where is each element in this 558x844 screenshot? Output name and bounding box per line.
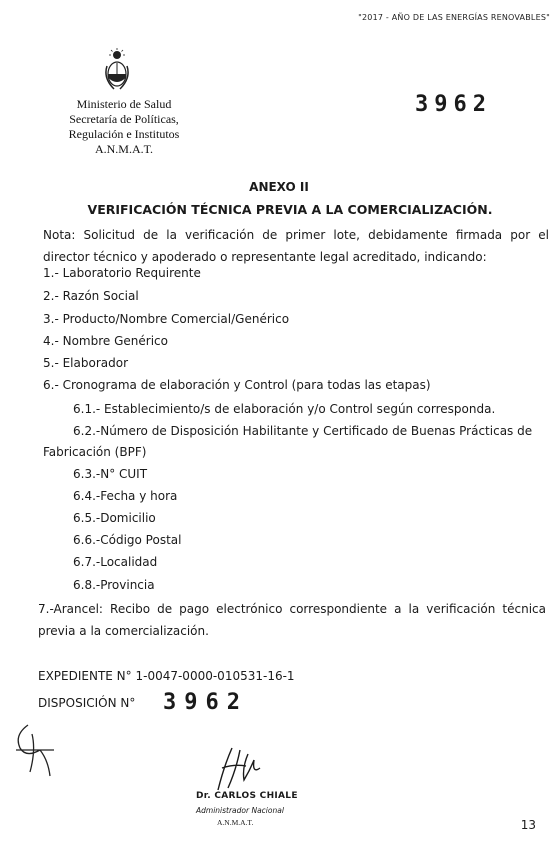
arancel-paragraph: 7.-Arancel: Recibo de pago electrónico correspondiente a la verificación técnica previa a la comercialización. (38, 602, 546, 638)
ministry-header (62, 97, 186, 157)
signer-role: Administrador Nacional (196, 806, 284, 815)
signer-name: Dr. CARLOS CHIALE (196, 791, 298, 801)
ministry-line: A.N.M.A.T. (94, 142, 154, 156)
list-item: 3.- Producto/Nombre Comercial/Genérico (43, 312, 290, 326)
year-motto: "2017 - AÑO DE LAS ENERGÍAS RENOVABLES" (358, 13, 550, 22)
page-number: 13 (520, 818, 536, 832)
ministry-line: Secretaría de Políticas, (69, 112, 179, 126)
sub-list-item: 6.4.-Fecha y hora (73, 489, 178, 503)
disposition-stamp-top: 3962 (415, 92, 492, 117)
annex-title: ANEXO II (249, 180, 309, 194)
signer-organization: A.N.M.A.T. (217, 818, 254, 827)
list-item: 2.- Razón Social (43, 289, 139, 303)
list-item: 6.- Cronograma de elaboración y Control (para todas las etapas) (43, 378, 431, 392)
sub-list-item: 6.7.-Localidad (73, 555, 158, 569)
expediente-number: EXPEDIENTE N° 1-0047-0000-010531-16-1 (38, 669, 295, 683)
ministry-line: Regulación e Institutos (68, 127, 180, 141)
sub-list-item: 6.2.-Número de Disposición Habilitante y Certificado de Buenas Prácticas de (73, 424, 533, 438)
document-title: VERIFICACIÓN TÉCNICA PREVIA A LA COMERCIALIZACIÓN. (87, 202, 493, 217)
list-item: 4.- Nombre Genérico (43, 334, 168, 348)
list-item: 1.- Laboratorio Requirente (43, 266, 201, 280)
handwritten-initial-mark (10, 720, 60, 780)
sub-list-item: 6.1.- Establecimiento/s de elaboración y/o Control según corresponda. (73, 402, 496, 416)
sub-list-item: 6.8.-Provincia (73, 578, 155, 592)
list-item: 5.- Elaborador (43, 356, 129, 370)
handwritten-signature (210, 746, 270, 796)
sub-list-item: 6.6.-Código Postal (73, 533, 182, 547)
disposicion-label: DISPOSICIÓN N° (38, 696, 136, 710)
sub-list-item-continuation: Fabricación (BPF) (43, 445, 147, 459)
argentina-coat-of-arms-icon (104, 48, 130, 92)
disposition-stamp-bottom: 3962 (163, 690, 248, 715)
note-paragraph: Nota: Solicitud de la verificación de primer lote, debidamente firmada por el director técnico y apoderado o representante legal acreditado, indicando: (43, 228, 549, 264)
sub-list-item: 6.5.-Domicilio (73, 511, 156, 525)
sub-list-item: 6.3.-N° CUIT (73, 467, 148, 481)
ministry-line: Ministerio de Salud (76, 97, 172, 111)
